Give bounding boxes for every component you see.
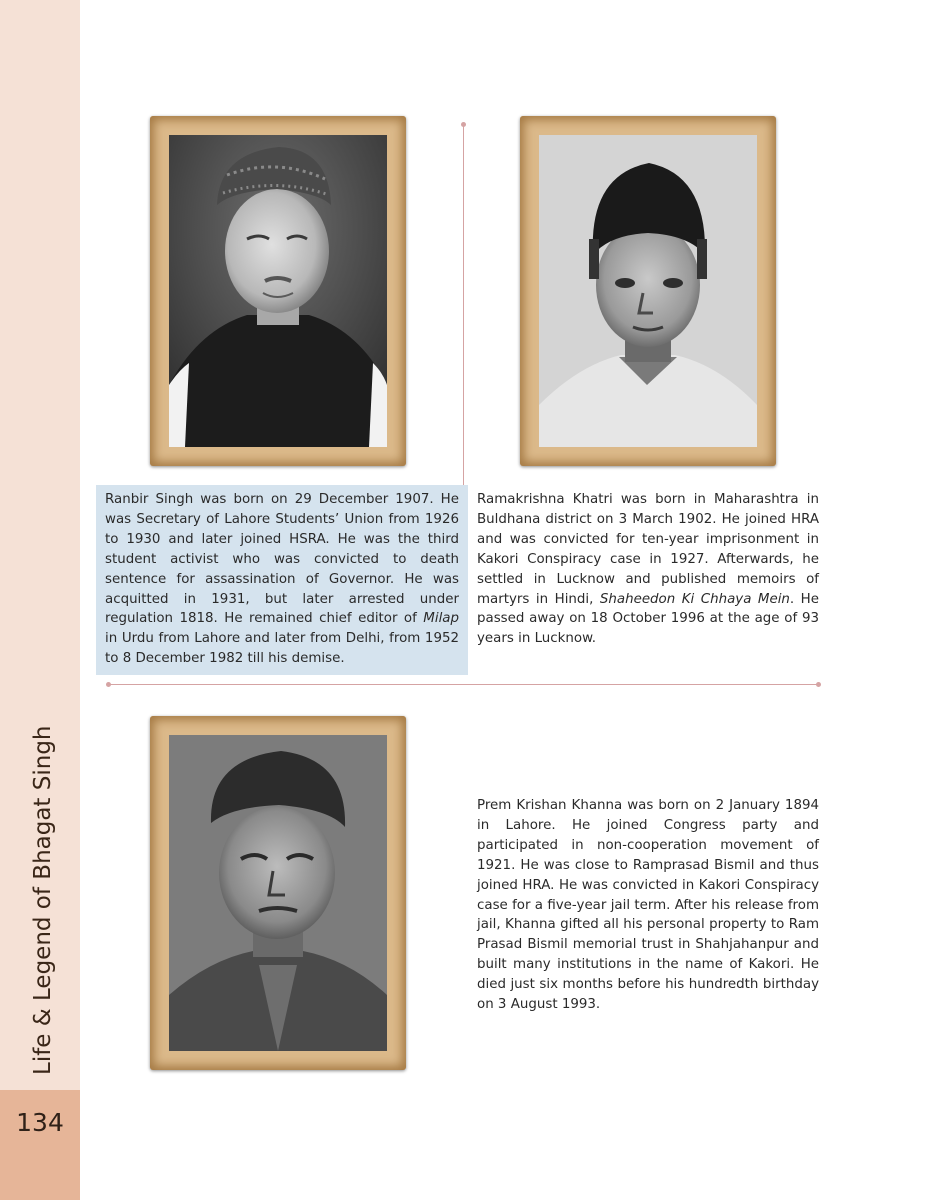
page-number-tab — [0, 1090, 80, 1200]
description-text: in Urdu from Lahore and later from Delhi, from 1952 to 8 December 1982 till his demise. — [105, 631, 459, 667]
profile-description — [96, 485, 468, 675]
description-text: Prem Krishan Khanna was born on 2 January 1894 in Lahore. He joined Congress party and participated in non-cooperation movement of 1921. He was close to Ramprasad Bismil and thus joined HRA. He was convicted in Kakori Conspiracy case for a five-year jail term. After his release from jail, Khanna gifted all his personal property to Ram Prasad Bismil memorial trust in Shahjahanpur and built many institutions in the name of Kakori. He died just six months before his hundredth birthday on 3 August 1993. — [477, 798, 819, 1013]
profile-description — [477, 490, 819, 649]
portrait-photo — [169, 135, 387, 447]
horizontal-divider — [108, 684, 819, 685]
page-number: 134 — [16, 1108, 64, 1137]
photo-frame — [150, 116, 406, 466]
description-text: Ranbir Singh was born on 29 December 1907. He was Secretary of Lahore Students’ Union from 1926 to 1930 and later joined HSRA. He was the third student activist who was convicted to death sentence for assassination of Governor. He was acquitted in 1931, but later arrested under regulation 1818. He remained chief editor of — [105, 492, 459, 627]
book-title: Life & Legend of Bhagat Singh — [30, 725, 56, 1075]
photo-frame — [150, 716, 406, 1070]
portrait-photo — [169, 735, 387, 1051]
photo-frame — [520, 116, 776, 466]
divider-dot — [816, 682, 821, 687]
publication-title: Milap — [423, 611, 459, 627]
description-text: . He passed away on 18 October 1996 at the age of 93 years in Lucknow. — [477, 591, 819, 647]
description-text: Ramakrishna Khatri was born in Maharashtra in Buldhana district on 3 March 1902. He joined HRA and was convicted for ten-year imprisonment in Kakori Conspiracy case in 1927. Afterwards, he settled in Lucknow and published memoirs of martyrs in Hindi, — [477, 492, 819, 607]
portrait-photo — [539, 135, 757, 447]
profile-description — [477, 796, 819, 1015]
publication-title: Shaheedon Ki Chhaya Mein — [599, 591, 790, 607]
